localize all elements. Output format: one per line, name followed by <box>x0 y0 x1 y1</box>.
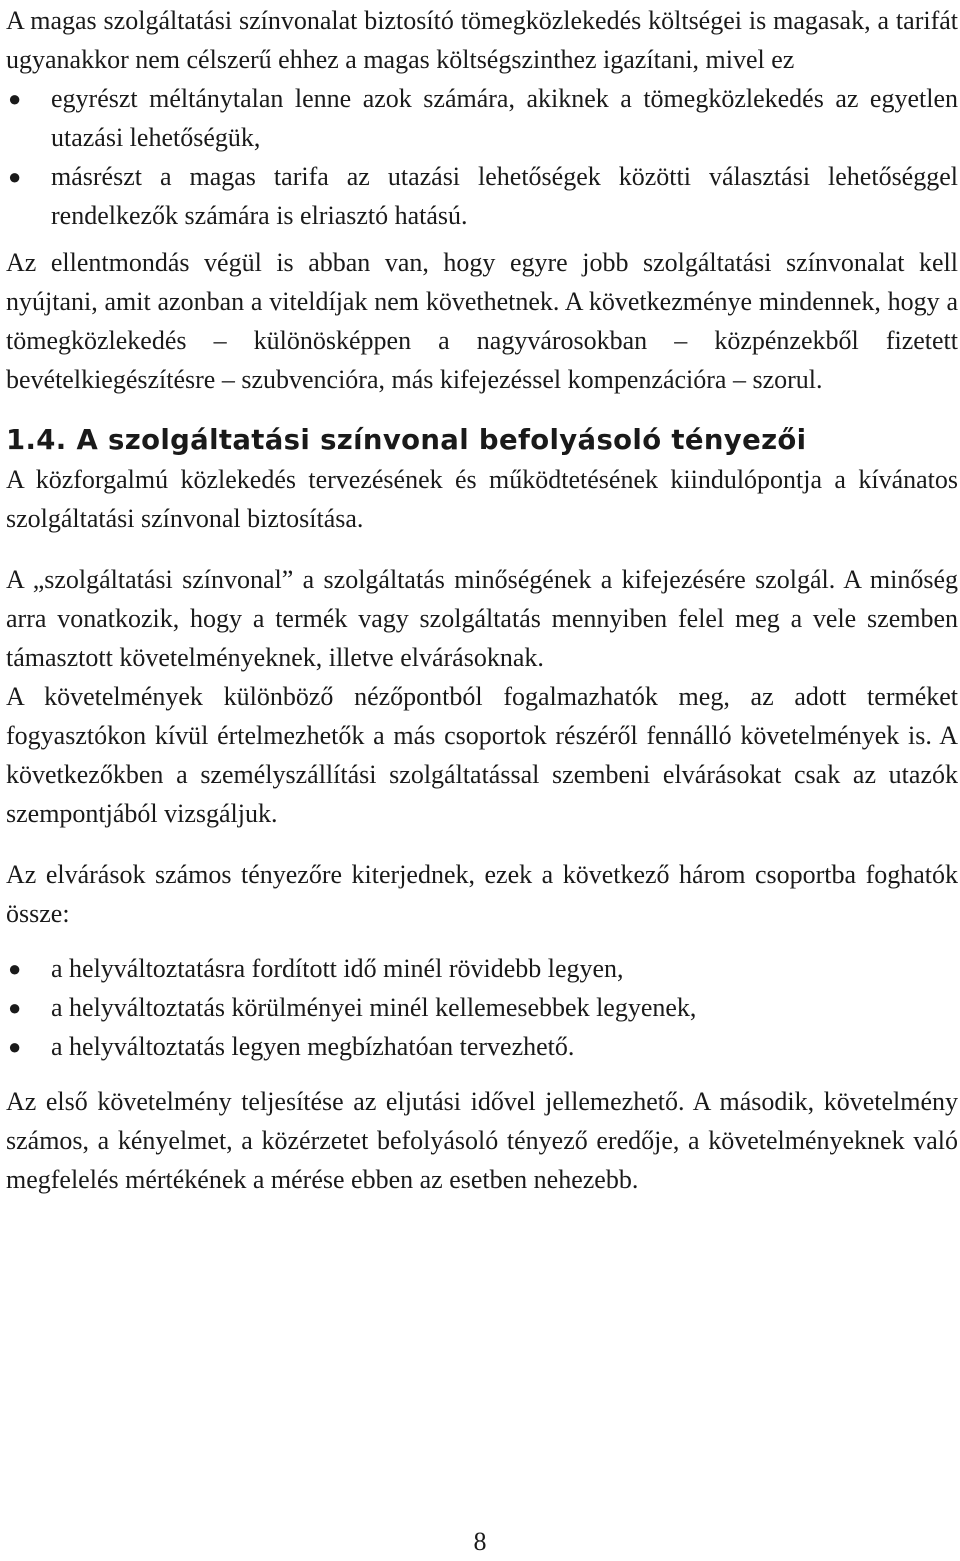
list-item <box>6 79 958 157</box>
paragraph-expectations: Az elvárások számos tényezőre kiterjednek, ezek a következő három csoportba foghatók össze: <box>6 860 958 928</box>
list-item-text: egyrészt méltánytalan lenne azok számára, akiknek a tömegközlekedés az egyetlen utazási lehetőségük, <box>51 84 958 152</box>
list-item-text: másrészt a magas tarifa az utazási lehetőségek közötti választási lehetőséggel rendelkezők számára is elriasztó hatású. <box>51 162 958 230</box>
bullet-icon: ● <box>8 1034 22 1059</box>
bullet-icon: ● <box>8 164 22 189</box>
bullet-list-2 <box>6 949 958 1066</box>
paragraph-requirements: A követelmények különböző nézőpontból fogalmazhatók meg, az adott terméket fogyasztókon kívül értelmezhetők a más csoportok részéről fennálló követelmények is. A következőkben a személyszállítási szolgáltatással szembeni elvárásokat csak az utazók szempontjából vizsgáljuk. <box>6 682 958 828</box>
list-item <box>6 157 958 235</box>
section-heading: 1.4. A szolgáltatási színvonal befolyásoló tényezői <box>6 424 807 456</box>
paragraph-intro: A magas szolgáltatási színvonalat biztosító tömegközlekedés költségei is magasak, a tarifát ugyanakkor nem célszerű ehhez a magas költségszinthez igazítani, mivel ez <box>6 6 958 74</box>
list-item <box>6 949 958 988</box>
list-item <box>6 988 958 1027</box>
paragraph-service-level: A „szolgáltatási színvonal” a szolgáltatás minőségének a kifejezésére szolgál. A minőség arra vonatkozik, hogy a termék vagy szolgáltatás mennyiben felel meg a vele szemben támasztott követelményeknek, illetve elvárásoknak. <box>6 565 958 672</box>
bullet-icon: ● <box>8 956 22 981</box>
bullet-icon: ● <box>8 86 22 111</box>
bullet-list-1 <box>6 79 958 235</box>
list-item-text: a helyváltoztatásra fordított idő minél rövidebb legyen, <box>51 954 624 983</box>
document-page <box>6 0 958 1199</box>
paragraph-starting-point: A közforgalmú közlekedés tervezésének és működtetésének kiindulópontja a kívánatos szolgáltatási színvonal biztosítása. <box>6 465 958 533</box>
list-item-text: a helyváltoztatás legyen megbízhatóan tervezhető. <box>51 1032 575 1061</box>
bullet-icon: ● <box>8 995 22 1020</box>
page-number: 8 <box>473 1527 487 1556</box>
paragraph-first-requirement: Az első követelmény teljesítése az eljutási idővel jellemezhető. A második, követelmény számos, a kényelmet, a közérzetet befolyásoló tényező eredője, a követelményeknek való megfelelés mértékének a mérése ebben az esetben nehezebb. <box>6 1087 958 1194</box>
list-item-text: a helyváltoztatás körülményei minél kellemesebbek legyenek, <box>51 993 697 1022</box>
list-item <box>6 1027 958 1066</box>
paragraph-contradiction: Az ellentmondás végül is abban van, hogy egyre jobb szolgáltatási színvonalat kell nyújtani, amit azonban a viteldíjak nem követhetnek. A következménye mindennek, hogy a tömegközlekedés – különösképpen a nagyvárosokban – közpénzekből fizetett bevételkiegészítésre – szubvencióra, más kifejezéssel kompenzációra – szorul. <box>6 248 958 394</box>
